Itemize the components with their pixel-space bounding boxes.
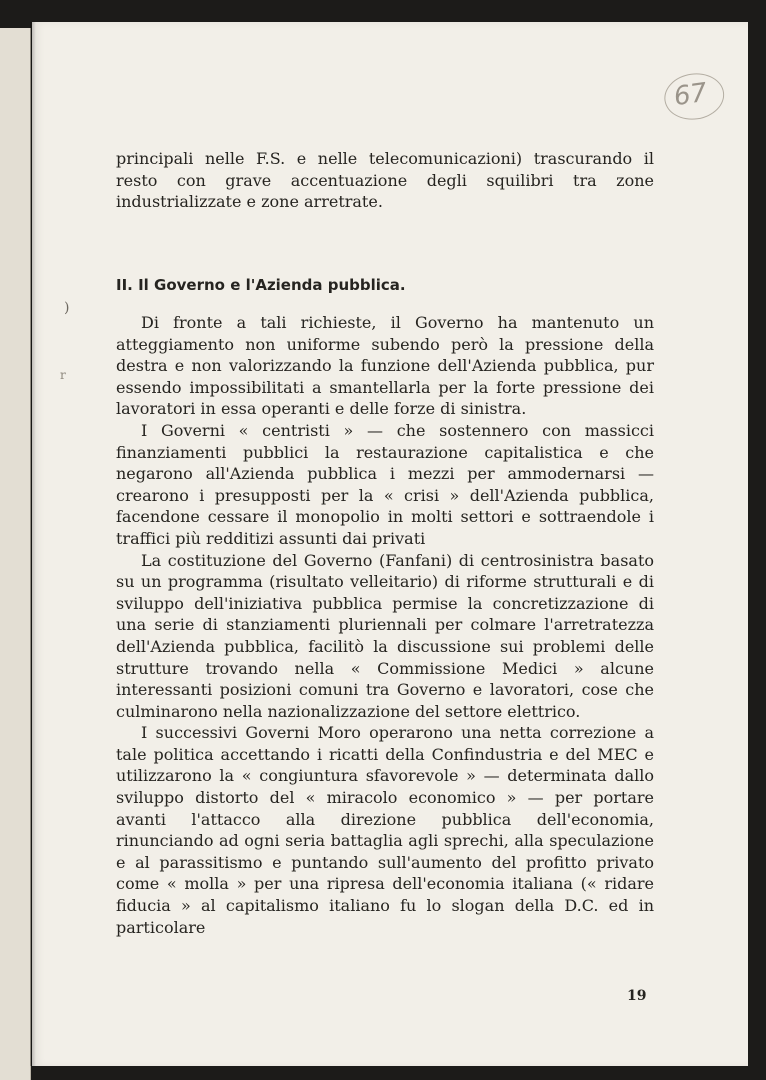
paragraph: I Governi « centristi » — che sostennero con massicci finanziamenti pubblici la restaurazione capitalistica e che negarono all'Azienda pubblica i mezzi per ammodernarsi — crearono i presupposti per la « crisi » dell'Azienda pubblica, facendone cessare il monopolio in molti settori e sottraendole i traffici più redditizi assunti dai privati bbox=[116, 420, 654, 548]
page-number: 19 bbox=[627, 988, 647, 1004]
document-page bbox=[32, 22, 748, 1066]
section-heading: II. Il Governo e l'Azienda pubblica. bbox=[116, 276, 406, 294]
paragraph: I successivi Governi Moro operarono una netta correzione a tale politica accettando i ricatti della Confindustria e del MEC e utilizzarono la « congiuntura sfavorevole » — determinata dallo sviluppo distorto del « miracolo economico » — per portare avanti l'attacco alla direzione pubblica dell'economia, rinunciando ad ogni seria battaglia agli sprechi, alla speculazione e al parassitismo e puntando sull'aumento del profitto privato come « molla » per una ripresa dell'economia italiana (« ridare fiducia » al capitalismo italiano fu lo slogan della D.C. ed in particolare bbox=[116, 723, 654, 937]
handwritten-page-mark: 67 bbox=[672, 77, 710, 113]
left-page-edge bbox=[0, 28, 31, 1080]
margin-mark: ) bbox=[64, 300, 70, 316]
margin-mark: r bbox=[60, 368, 66, 382]
body-text bbox=[116, 312, 654, 938]
paragraph: Di fronte a tali richieste, il Governo ha mantenuto un atteggiamento non uniforme subendo però la pressione della destra e non valorizzando la funzione dell'Azienda pubblica, pur essendo impossibilitati a smantellarla per la forte pressione dei lavoratori in essa operanti e delle forze di sinistra. bbox=[116, 313, 654, 419]
paragraph: La costituzione del Governo (Fanfani) di centrosinistra basato su un programma (risultato velleitario) di riforme strutturali e di sviluppo dell'iniziativa pubblica permise la concretizzazione di una serie di stanziamenti pluriennali per colmare l'arretratezza dell'Azienda pubblica, facilitò la discussione sui problemi delle strutture trovando nella « Commissione Medici » alcune interessanti posizioni comuni tra Governo e lavoratori, cose che culminarono nella nazionalizzazione del settore elettrico. bbox=[116, 550, 654, 721]
paragraph: principali nelle F.S. e nelle telecomunicazioni) trascurando il resto con grave accentuazione degli squilibri tra zone industrializzate e zone arretrate. bbox=[116, 149, 654, 212]
spine-shadow bbox=[30, 22, 36, 1066]
opening-paragraph bbox=[116, 148, 654, 213]
